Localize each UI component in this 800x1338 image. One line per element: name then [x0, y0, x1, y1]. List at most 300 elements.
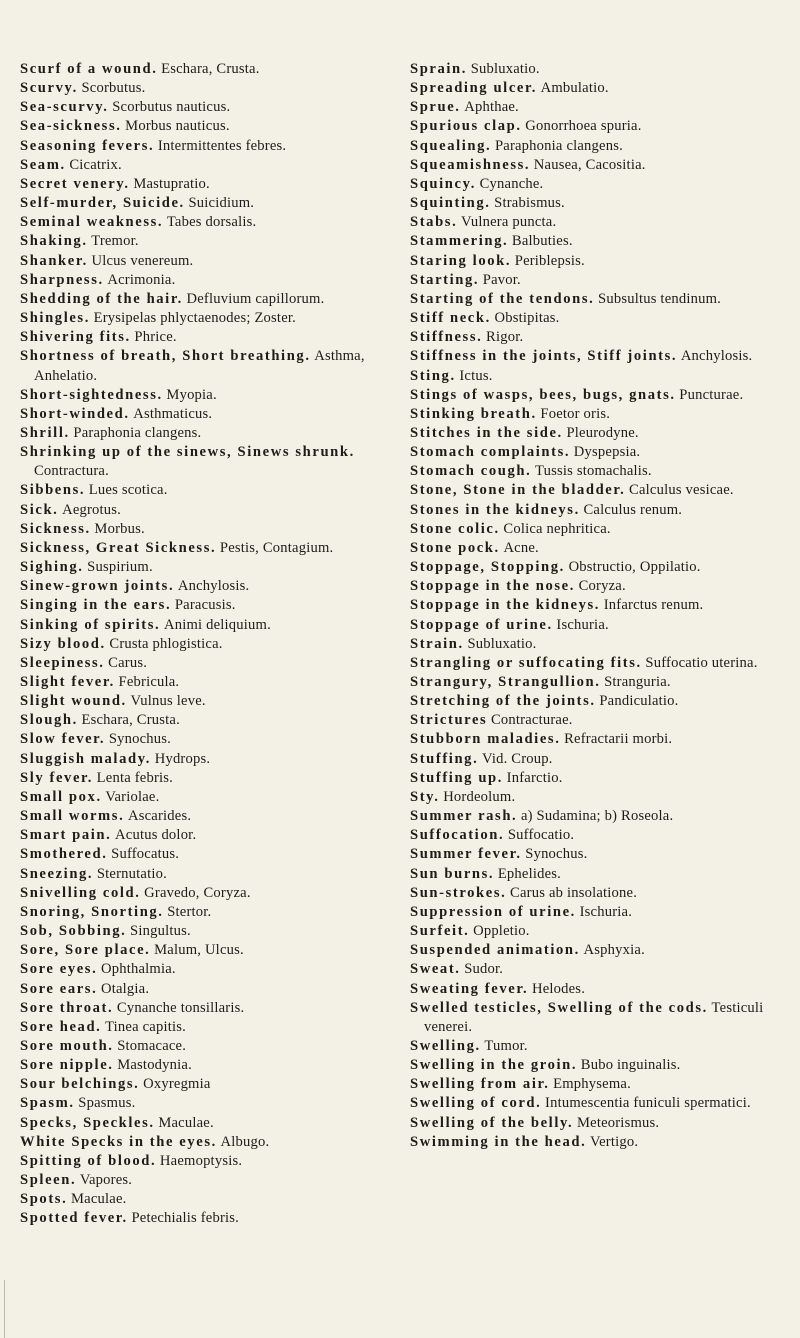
latin-term: Acrimonia.	[107, 271, 176, 288]
dictionary-entry	[410, 922, 794, 941]
dictionary-entry	[20, 213, 398, 232]
dictionary-entry	[410, 443, 794, 462]
dictionary-entry	[410, 654, 794, 673]
dictionary-entry	[20, 673, 398, 692]
english-term: Stone colic.	[410, 520, 500, 537]
dictionary-entry	[410, 271, 794, 290]
dictionary-entry	[410, 807, 794, 826]
english-term: Sinking of spirits.	[20, 616, 161, 633]
english-term: Starting of the tendons.	[410, 290, 595, 307]
dictionary-entry	[20, 79, 398, 98]
latin-term: Subluxatio.	[470, 61, 540, 77]
english-term: Stoppage in the kidneys.	[410, 597, 601, 614]
english-term: Shingles.	[20, 310, 90, 327]
latin-term: Subluxatio.	[467, 635, 537, 652]
latin-term: Intumescentia funiculi spermatici.	[545, 1095, 751, 1112]
dictionary-entry	[410, 252, 794, 271]
english-term: Stabs.	[410, 214, 458, 231]
latin-term: Puncturae.	[679, 386, 744, 403]
english-term: Sore mouth.	[20, 1037, 114, 1054]
dictionary-entry	[20, 501, 398, 520]
latin-term: Obstipitas.	[494, 310, 560, 327]
english-term: Strangling or suffocating fits.	[410, 654, 642, 671]
dictionary-entry	[410, 884, 794, 903]
latin-term: Defluvium capillorum.	[186, 290, 325, 307]
latin-term: Suspirium.	[87, 559, 153, 576]
dictionary-entry	[410, 386, 794, 405]
english-term: Smart pain.	[20, 827, 112, 844]
latin-term: Stranguria.	[604, 674, 671, 690]
dictionary-entry	[20, 137, 398, 156]
english-term: Sore, Sore place.	[20, 942, 151, 959]
english-term: Stiffness.	[410, 329, 483, 346]
latin-term: Gravedo, Coryza.	[144, 884, 251, 901]
dictionary-entry	[20, 1018, 398, 1037]
english-term: Shivering fits.	[20, 329, 131, 346]
dictionary-entry	[410, 980, 794, 999]
latin-term: Morbus.	[94, 520, 145, 537]
english-term: Stings of wasps, bees, bugs, gnats.	[410, 386, 676, 403]
latin-term: Ambulatio.	[540, 80, 609, 97]
dictionary-entry	[410, 137, 794, 156]
dictionary-entry	[20, 156, 398, 175]
english-term: Sun burns.	[410, 865, 495, 882]
latin-term: Vertigo.	[589, 1133, 639, 1150]
dictionary-entry	[20, 290, 398, 309]
english-term: Swelling from air.	[410, 1076, 550, 1093]
latin-term: Asthma, Anhelatio.	[34, 348, 365, 384]
english-term: Swelling of cord.	[410, 1095, 542, 1112]
latin-term: Morbus nauticus.	[125, 118, 230, 135]
english-term: Swelling of the belly.	[410, 1114, 574, 1131]
dictionary-entry	[410, 960, 794, 979]
english-term: Slight fever.	[20, 674, 115, 690]
english-term: Short-winded.	[20, 405, 130, 422]
dictionary-entry	[410, 826, 794, 845]
english-term: Sun-strokes.	[410, 884, 507, 901]
dictionary-entry	[410, 194, 794, 213]
latin-term: Refractarii morbi.	[564, 731, 673, 748]
left-column	[20, 60, 398, 1229]
dictionary-entry	[410, 558, 794, 577]
english-term: Sweating fever.	[410, 980, 529, 997]
latin-term: Infarctus renum.	[603, 597, 704, 614]
latin-term: Oxyregmia	[143, 1076, 211, 1093]
english-term: Squeamishness.	[410, 156, 531, 173]
english-term: Stoppage, Stopping.	[410, 559, 565, 576]
latin-term: Testiculi venerei.	[424, 999, 764, 1035]
latin-term: Scorbutus nauticus.	[112, 99, 231, 116]
latin-term: Stomacace.	[117, 1037, 187, 1054]
english-term: Strangury, Strangullion.	[410, 674, 601, 690]
latin-term: Paracusis.	[174, 597, 236, 614]
latin-term: Suffocatio.	[507, 827, 575, 844]
latin-term: Suffocatus.	[111, 846, 180, 863]
latin-term: Carus.	[108, 654, 148, 671]
dictionary-entry	[20, 328, 398, 347]
latin-term: Vulnera puncta.	[460, 214, 557, 231]
latin-term: Contracturae.	[491, 712, 573, 729]
dictionary-entry	[20, 60, 398, 79]
dictionary-entry	[410, 941, 794, 960]
english-term: Secret venery.	[20, 175, 130, 192]
english-term: Smothered.	[20, 846, 108, 863]
latin-term: Mastodynia.	[117, 1057, 192, 1074]
latin-term: Crusta phlogistica.	[109, 635, 223, 652]
english-term: Sty.	[410, 788, 440, 805]
english-term: Sleepiness.	[20, 654, 105, 671]
english-term: Stitches in the side.	[410, 424, 563, 441]
dictionary-entry	[410, 290, 794, 309]
english-term: Swelling.	[410, 1037, 481, 1054]
latin-term: Calculus renum.	[583, 501, 683, 518]
english-term: Strain.	[410, 635, 464, 652]
latin-term: Stertor.	[167, 903, 212, 920]
latin-term: Eschara, Crusta.	[81, 712, 180, 729]
latin-term: Sudor.	[464, 961, 504, 978]
latin-term: Gonorrhoea spuria.	[525, 118, 642, 135]
dictionary-entry	[410, 424, 794, 443]
english-term: Sinew-grown joints.	[20, 578, 175, 595]
latin-term: Bubo inguinalis.	[580, 1057, 681, 1074]
english-term: Sighing.	[20, 559, 84, 576]
latin-term: Mastupratio.	[133, 175, 210, 192]
english-term: Slow fever.	[20, 731, 106, 748]
latin-term: Acutus dolor.	[115, 827, 197, 844]
dictionary-entry	[410, 213, 794, 232]
english-term: Snivelling cold.	[20, 884, 141, 901]
english-term: Spasm.	[20, 1095, 75, 1112]
dictionary-entry	[410, 711, 794, 730]
english-term: Scurf of a wound.	[20, 61, 158, 77]
latin-term: Sternutatio.	[96, 865, 167, 882]
english-term: Stiff neck.	[410, 310, 491, 327]
english-term: Shanker.	[20, 252, 88, 269]
latin-term: Animi deliquium.	[163, 616, 271, 633]
latin-term: Pleurodyne.	[566, 424, 639, 441]
english-term: Starting.	[410, 271, 480, 288]
dictionary-entry	[20, 232, 398, 251]
english-term: Stiffness in the joints, Stiff joints.	[410, 348, 678, 365]
dictionary-entry	[410, 692, 794, 711]
english-term: Sly fever.	[20, 769, 94, 786]
english-term: Sickness.	[20, 520, 91, 537]
dictionary-entry	[20, 175, 398, 194]
english-term: Squealing.	[410, 137, 492, 154]
latin-term: Helodes.	[531, 980, 586, 997]
english-term: Staring look.	[410, 252, 512, 269]
latin-term: Otalgia.	[101, 980, 150, 997]
dictionary-entry	[20, 539, 398, 558]
latin-term: Colica nephritica.	[503, 520, 611, 537]
dictionary-entry	[20, 903, 398, 922]
dictionary-entry	[20, 1056, 398, 1075]
latin-term: a) Sudamina; b) Roseola.	[520, 808, 674, 825]
english-term: Sick.	[20, 501, 59, 518]
english-term: Sprain.	[410, 61, 468, 77]
latin-term: Tremor.	[91, 233, 139, 250]
dictionary-entry	[20, 424, 398, 443]
dictionary-entry	[410, 539, 794, 558]
dictionary-entry	[410, 60, 794, 79]
latin-term: Infarctio.	[506, 769, 563, 786]
dictionary-entry	[410, 156, 794, 175]
english-term: Seasoning fevers.	[20, 137, 155, 154]
latin-term: Aegrotus.	[62, 501, 122, 518]
latin-term: Strabismus.	[494, 195, 565, 212]
english-term: Swelling in the groin.	[410, 1057, 578, 1074]
latin-term: Myopia.	[166, 386, 217, 403]
dictionary-entry	[20, 845, 398, 864]
english-term: Spots.	[20, 1191, 68, 1208]
english-term: Sore nipple.	[20, 1057, 114, 1074]
english-term: Shaking.	[20, 233, 88, 250]
dictionary-entry	[20, 596, 398, 615]
latin-term: Nausea, Cacositia.	[533, 156, 646, 173]
latin-term: Vapores.	[79, 1172, 133, 1189]
latin-term: Anchylosis.	[177, 578, 250, 595]
dictionary-entry	[410, 328, 794, 347]
dictionary-entry	[410, 903, 794, 922]
english-term: Stones in the kidneys.	[410, 501, 580, 518]
latin-term: Tinea capitis.	[105, 1018, 186, 1035]
dictionary-entry	[20, 1094, 398, 1113]
latin-term: Emphysema.	[553, 1076, 631, 1093]
latin-term: Tumor.	[484, 1037, 528, 1054]
latin-term: Lues scotica.	[88, 482, 168, 499]
english-term: Shrill.	[20, 424, 70, 441]
dictionary-entry	[20, 271, 398, 290]
latin-term: Suicidium.	[188, 195, 255, 212]
dictionary-entry	[410, 635, 794, 654]
dictionary-entry	[20, 711, 398, 730]
english-term: Sizy blood.	[20, 635, 106, 652]
dictionary-entry	[20, 1190, 398, 1209]
latin-term: Ischuria.	[556, 616, 609, 633]
english-term: Swelled testicles, Swelling of the cods.	[410, 999, 708, 1016]
english-term: Shortness of breath, Short breathing.	[20, 348, 311, 365]
latin-term: Pandiculatio.	[599, 693, 679, 710]
dictionary-entry	[20, 1209, 398, 1228]
latin-term: Rigor.	[486, 329, 524, 346]
dictionary-entry	[410, 481, 794, 500]
latin-term: Singultus.	[130, 923, 191, 940]
latin-term: Malum, Ulcus.	[154, 942, 244, 959]
latin-term: Aphthae.	[464, 99, 519, 116]
dictionary-entry	[20, 750, 398, 769]
dictionary-entry	[20, 826, 398, 845]
dictionary-entry	[410, 788, 794, 807]
margin-rule	[4, 1280, 5, 1338]
english-term: Spitting of blood.	[20, 1152, 157, 1169]
dictionary-entry	[410, 462, 794, 481]
dictionary-entry	[20, 194, 398, 213]
latin-term: Hydrops.	[154, 750, 211, 767]
latin-term: Ephelides.	[497, 865, 562, 882]
dictionary-entry	[20, 386, 398, 405]
latin-term: Oppletio.	[473, 923, 530, 940]
latin-term: Spasmus.	[78, 1095, 136, 1112]
dictionary-entry	[410, 520, 794, 539]
dictionary-entry	[410, 405, 794, 424]
dictionary-entry	[20, 309, 398, 328]
english-term: Slough.	[20, 712, 78, 729]
latin-term: Acne.	[503, 539, 539, 556]
english-term: Small worms.	[20, 808, 125, 825]
english-term: Summer fever.	[410, 846, 522, 863]
dictionary-entry	[410, 750, 794, 769]
dictionary-entry	[20, 692, 398, 711]
english-term: Sweat.	[410, 961, 461, 978]
latin-term: Pestis, Contagium.	[219, 539, 334, 556]
dictionary-entry	[410, 845, 794, 864]
english-term: Slight wound.	[20, 693, 127, 710]
english-term: Sprue.	[410, 99, 461, 116]
dictionary-entry	[410, 673, 794, 692]
dictionary-entry	[20, 884, 398, 903]
dictionary-entry	[20, 922, 398, 941]
english-term: Small pox.	[20, 788, 102, 805]
english-term: Surfeit.	[410, 923, 470, 940]
latin-term: Coryza.	[578, 578, 626, 595]
dictionary-entry	[410, 1114, 794, 1133]
dictionary-entry	[20, 347, 398, 385]
dictionary-entry	[410, 1075, 794, 1094]
dictionary-entry	[20, 635, 398, 654]
english-term: Stone, Stone in the bladder.	[410, 482, 626, 499]
latin-term: Anchylosis.	[680, 348, 753, 365]
dictionary-entry	[20, 960, 398, 979]
english-term: Spurious clap.	[410, 118, 522, 135]
latin-term: Phrice.	[134, 329, 177, 346]
dictionary-entry	[410, 117, 794, 136]
english-term: Short-sightedness.	[20, 386, 163, 403]
latin-term: Variolae.	[105, 788, 160, 805]
english-term: White Specks in the eyes.	[20, 1133, 217, 1150]
right-column	[410, 60, 794, 1152]
english-term: Sluggish malady.	[20, 750, 152, 767]
latin-term: Foetor oris.	[540, 405, 611, 422]
english-term: Sore ears.	[20, 980, 98, 997]
latin-term: Maculae.	[70, 1191, 127, 1208]
dictionary-entry	[20, 443, 398, 481]
latin-term: Maculae.	[158, 1114, 214, 1131]
dictionary-entry	[20, 252, 398, 271]
english-term: Stammering.	[410, 233, 509, 250]
latin-term: Dyspepsia.	[573, 444, 641, 461]
latin-term: Obstructio, Oppilatio.	[568, 559, 701, 576]
latin-term: Ophthalmia.	[101, 961, 176, 978]
latin-term: Tussis stomachalis.	[534, 463, 652, 480]
english-term: Sting.	[410, 367, 456, 384]
latin-term: Meteorismus.	[576, 1114, 660, 1131]
latin-term: Cynanche.	[479, 175, 544, 192]
dictionary-entry	[20, 616, 398, 635]
latin-term: Febricula.	[118, 674, 180, 690]
dictionary-entry	[410, 577, 794, 596]
english-term: Swimming in the head.	[410, 1133, 587, 1150]
latin-term: Scorbutus.	[81, 80, 146, 97]
english-term: Singing in the ears.	[20, 597, 172, 614]
latin-term: Tabes dorsalis.	[166, 214, 257, 231]
english-term: Seam.	[20, 156, 66, 173]
dictionary-entry	[20, 865, 398, 884]
dictionary-entry	[410, 347, 794, 366]
english-term: Stoppage of urine.	[410, 616, 553, 633]
latin-term: Petechialis febris.	[131, 1210, 239, 1227]
dictionary-entry	[20, 558, 398, 577]
dictionary-entry	[20, 520, 398, 539]
latin-term: Synochus.	[108, 731, 172, 748]
dictionary-entry	[410, 1056, 794, 1075]
latin-term: Contractura.	[34, 463, 109, 480]
dictionary-entry	[20, 1075, 398, 1094]
latin-term: Eschara, Crusta.	[161, 61, 260, 77]
dictionary-entry	[20, 1037, 398, 1056]
dictionary-entry	[20, 117, 398, 136]
english-term: Stone pock.	[410, 539, 500, 556]
dictionary-entry	[20, 654, 398, 673]
english-term: Spleen.	[20, 1172, 77, 1189]
dictionary-entry	[20, 1152, 398, 1171]
english-term: Sore head.	[20, 1018, 102, 1035]
english-term: Stomach complaints.	[410, 444, 571, 461]
latin-term: Ascarides.	[127, 808, 192, 825]
english-term: Stoppage in the nose.	[410, 578, 575, 595]
english-term: Stomach cough.	[410, 463, 532, 480]
latin-term: Hordeolum.	[443, 788, 516, 805]
dictionary-entry	[20, 999, 398, 1018]
latin-term: Subsultus tendinum.	[598, 290, 722, 307]
dictionary-entry	[410, 501, 794, 520]
dictionary-entry	[410, 596, 794, 615]
latin-term: Cynanche tonsillaris.	[116, 999, 245, 1016]
dictionary-entry	[20, 980, 398, 999]
latin-term: Haemoptysis.	[159, 1152, 243, 1169]
english-term: Suffocation.	[410, 827, 505, 844]
latin-term: Intermittentes febres.	[157, 137, 287, 154]
english-term: Suspended animation.	[410, 942, 580, 959]
latin-term: Ischuria.	[579, 903, 633, 920]
english-term: Stuffing.	[410, 750, 479, 767]
dictionary-entry	[20, 481, 398, 500]
english-term: Sickness, Great Sickness.	[20, 539, 217, 556]
english-term: Snoring, Snorting.	[20, 903, 164, 920]
dictionary-entry	[410, 1094, 794, 1113]
dictionary-entry	[410, 769, 794, 788]
english-term: Sibbens.	[20, 482, 86, 499]
english-term: Sea-scurvy.	[20, 99, 109, 116]
dictionary-entry	[20, 730, 398, 749]
latin-term: Vulnus leve.	[130, 693, 206, 710]
latin-term: Suffocatio uterina.	[645, 654, 758, 671]
dictionary-entry	[20, 1133, 398, 1152]
english-term: Sob, Sobbing.	[20, 923, 127, 940]
english-term: Stubborn maladies.	[410, 731, 561, 748]
latin-term: Asthmaticus.	[133, 405, 213, 422]
dictionary-entry	[410, 367, 794, 386]
english-term: Strictures	[410, 712, 488, 729]
dictionary-entry	[20, 807, 398, 826]
dictionary-entry	[410, 730, 794, 749]
english-term: Stinking breath.	[410, 405, 537, 422]
dictionary-entry	[410, 616, 794, 635]
dictionary-entry	[410, 999, 794, 1037]
dictionary-entry	[410, 98, 794, 117]
english-term: Suppression of urine.	[410, 903, 576, 920]
english-term: Sneezing.	[20, 865, 94, 882]
english-term: Stuffing up.	[410, 769, 504, 786]
